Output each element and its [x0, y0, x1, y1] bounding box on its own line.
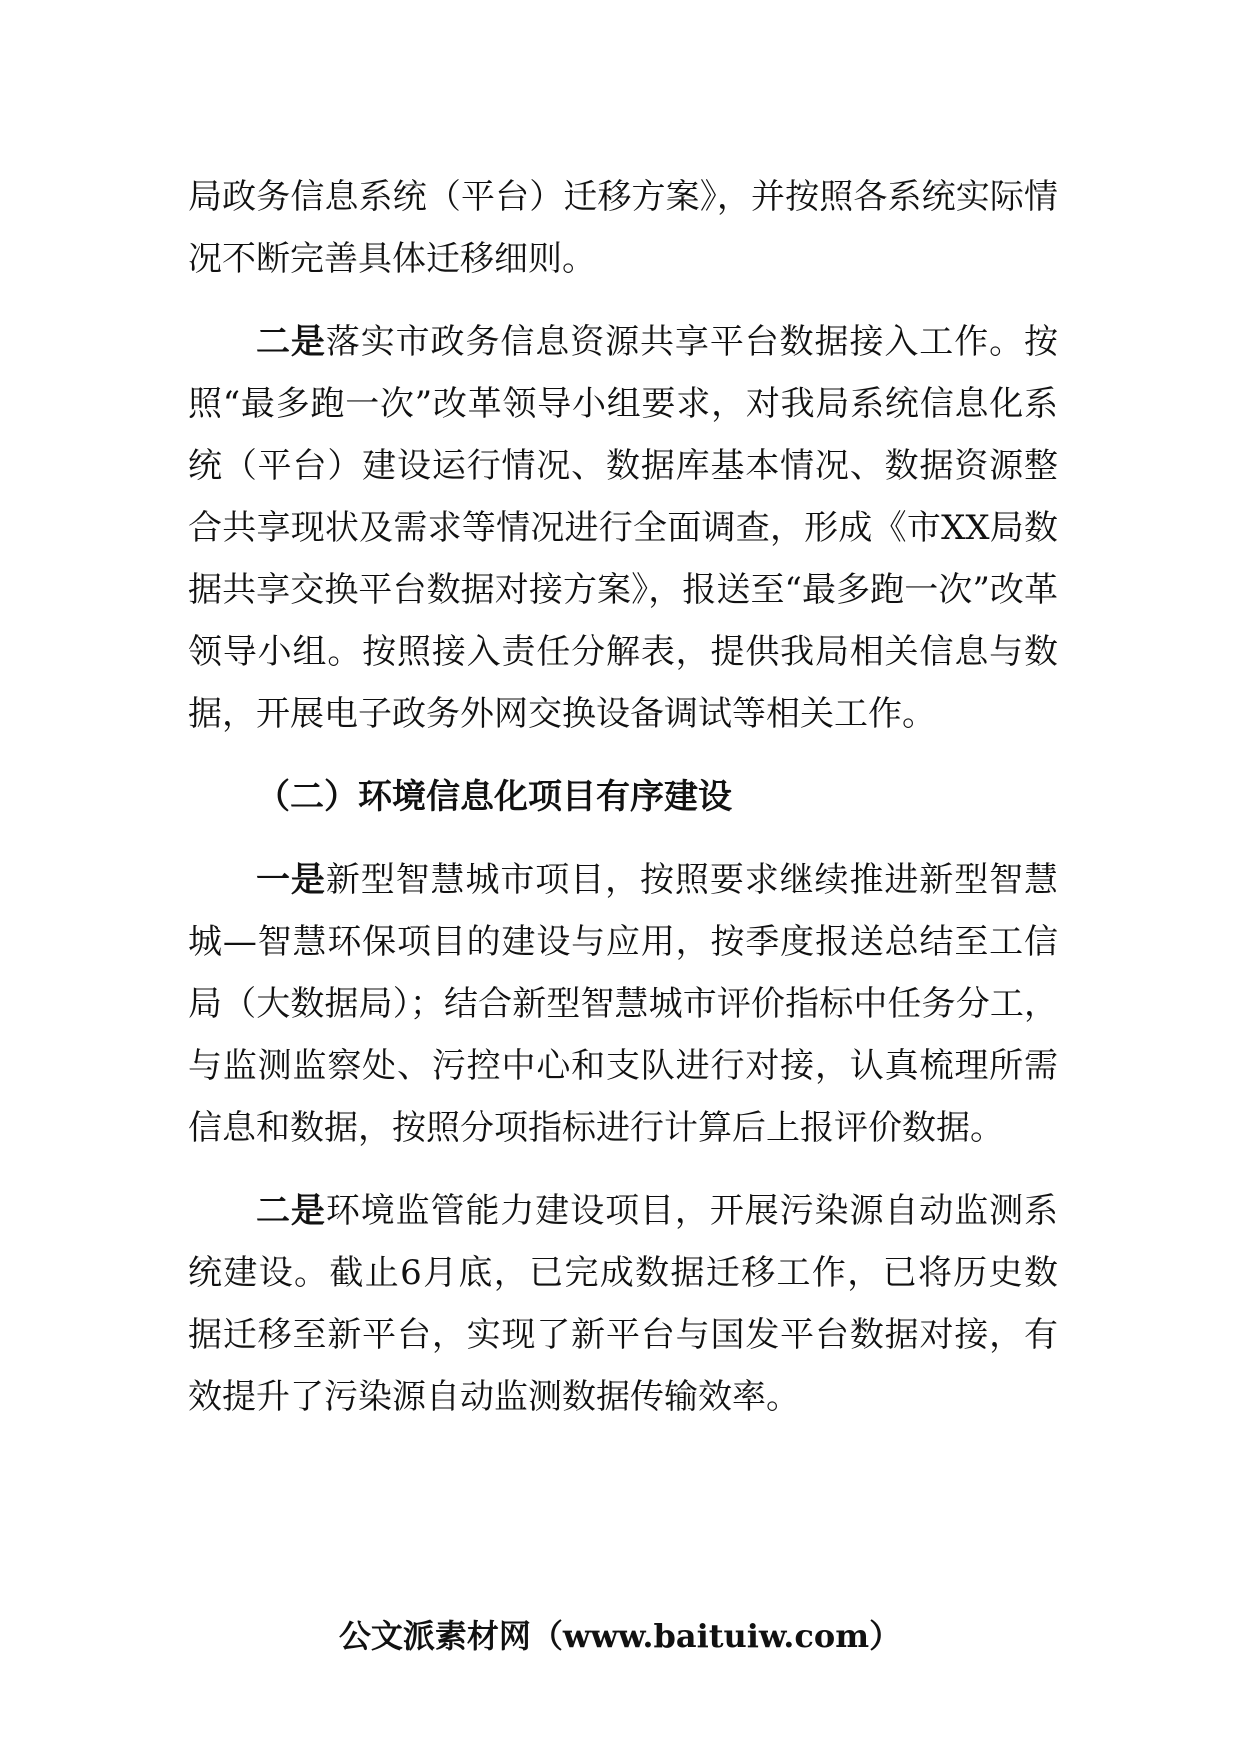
section-heading: （二）环境信息化项目有序建设 — [256, 777, 732, 817]
paragraph-text: 新型智慧城市项目，按照要求继续推进新型智慧城—智慧环保项目的建设与应用，按季度报送总结至工信局（大数据局）；结合新型智慧城市评价指标中任务分工，与监测监察处、污控中心和支队进行对接，认真梳理所需信息和数据，按照分项指标进行计算后上报评价数据。 — [188, 860, 1059, 1148]
paragraph-item-2b — [188, 1180, 1058, 1428]
paragraph-text: 局政务信息系统（平台）迁移方案》，并按照各系统实际情况不断完善具体迁移细则。 — [188, 177, 1058, 279]
document-body — [188, 166, 1058, 1428]
paragraph-text: 落实市政务信息资源共享平台数据接入工作。按照“最多跑一次”改革领导小组要求，对我局系统信息化系统（平台）建设运行情况、数据库基本情况、数据资源整合共享现状及需求等情况进行全面调查，形成《市XX局数据共享交换平台数据对接方案》，报送至“最多跑一次”改革领导小组。按照接入责任分解表，提供我局相关信息与数据，开展电子政务外网交换设备调试等相关工作。 — [188, 322, 1059, 734]
paragraph-item-2 — [188, 311, 1058, 745]
paragraph-lead: 一是 — [256, 860, 326, 900]
paragraph-continuation — [188, 166, 1058, 290]
footer-watermark: 公文派素材网（www.baituiw.com） — [338, 1617, 902, 1655]
paragraph-text: 环境监管能力建设项目，开展污染源自动监测系统建设。截止6月底，已完成数据迁移工作，已将历史数据迁移至新平台，实现了新平台与国发平台数据对接，有效提升了污染源自动监测数据传输效率。 — [188, 1191, 1059, 1417]
paragraph-lead: 二是 — [256, 1191, 326, 1231]
paragraph-item-1 — [188, 849, 1058, 1159]
paragraph-lead: 二是 — [256, 322, 326, 362]
